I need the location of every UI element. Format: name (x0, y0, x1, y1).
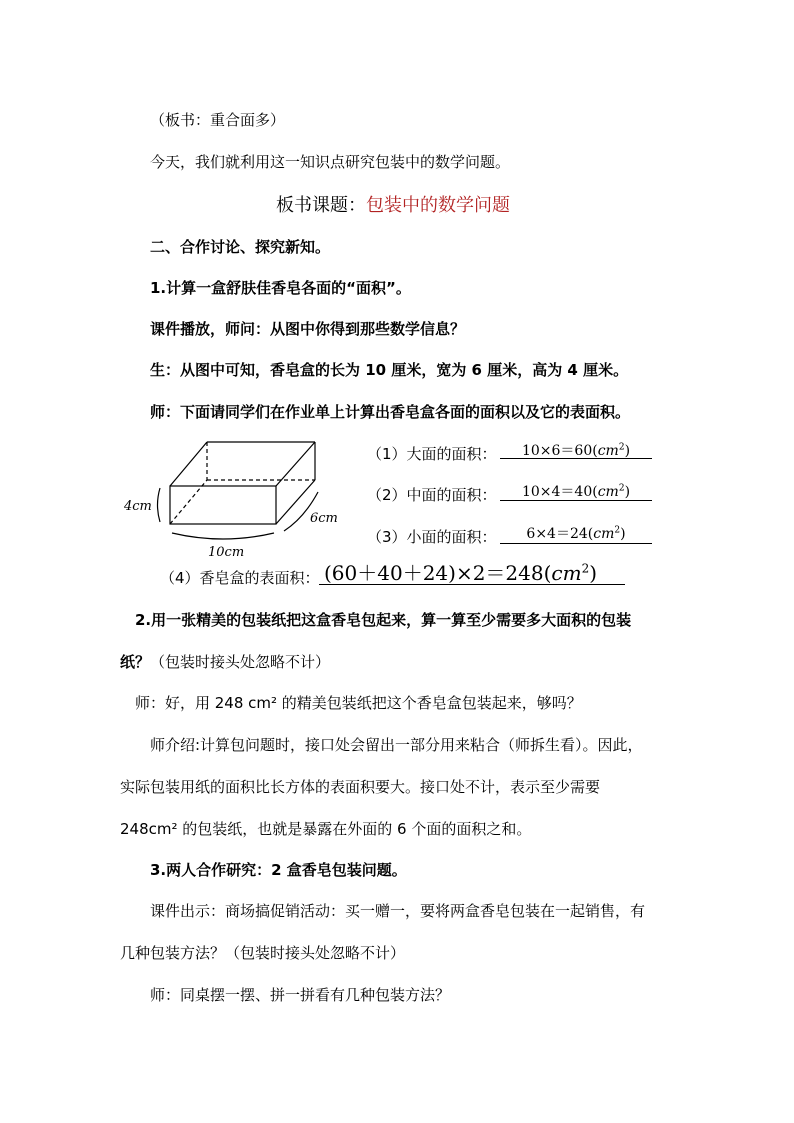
teacher-task: 师：同桌摆一摆、拼一拼看有几种包装方法？ (150, 986, 451, 1004)
lesson-title (276, 191, 510, 217)
courseware-line-1: 课件出示：商场搞促销活动：买一赠一，要将两盒香皂包装在一起销售，有 (150, 902, 646, 920)
section-heading: 二、合作讨论、探究新知。 (150, 238, 331, 256)
item-3-underline (500, 543, 652, 544)
item-2-answer: $10\times 4=40(cm^2)$ (521, 483, 631, 500)
item-1-underline (500, 458, 652, 459)
length-label: 10cm (208, 545, 245, 560)
item-1-answer: $10\times 6=60(cm^2)$ (521, 442, 631, 459)
item-3-answer: $6\times 4=24(cm^2)$ (526, 525, 626, 542)
question-1: 1.计算一盒舒肤佳香皂各面的“面积”。 (150, 279, 411, 297)
title-main: 包装中的数学问题 (366, 195, 510, 216)
student-answer: 生：从图中可知，香皂盒的长为 10 厘米，宽为 6 厘米，高为 4 厘米。 (150, 361, 629, 379)
question-2-line-2: 纸？（包装时接头处忽略不计） (120, 653, 331, 671)
courseware-line-2: 几种包装方法？（包装时接头处忽略不计） (120, 944, 406, 962)
intro-text: 今天，我们就利用这一知识点研究包装中的数学问题。 (150, 153, 511, 171)
item-2-underline (500, 500, 652, 501)
height-label: 4cm (124, 499, 152, 514)
explain-line-2: 实际包装用纸的面积比长方体的表面积要大。接口处不计，表示至少需要 (120, 778, 601, 796)
board-note: （板书：重合面多） (150, 111, 286, 129)
teacher-question: 课件播放，师问：从图中你得到那些数学信息？ (150, 320, 466, 338)
width-label: 6cm (310, 511, 338, 526)
item-4-answer: $(60+40+24)\times 2=248(cm^2)$ (324, 561, 598, 585)
item-4-underline (319, 584, 625, 585)
teacher-remark: 师：好，用 248 cm² 的精美包装纸把这个香皂盒包装起来，够吗？ (135, 694, 582, 712)
explain-line-1: 师介绍:计算包问题时，接口处会留出一部分用来粘合（师拆生看）。因此， (150, 736, 643, 754)
explain-line-3: 248cm² 的包装纸，也就是暴露在外面的 6 个面的面积之和。 (120, 820, 532, 838)
item-1-label: （1）大面的面积： (367, 445, 497, 463)
item-3-label: （3）小面的面积： (367, 528, 497, 546)
teacher-instruction: 师：下面请同学们在作业单上计算出香皂盒各面的面积以及它的表面积。 (150, 403, 631, 421)
item-4-label: （4）香皂盒的表面积： (160, 569, 320, 587)
question-3: 3.两人合作研究：2 盒香皂包装问题。 (150, 861, 407, 879)
title-prefix: 板书课题： (276, 195, 366, 216)
item-2-label: （2）中面的面积： (367, 486, 497, 504)
question-2-line-1: 2.用一张精美的包装纸把这盒香皂包起来，算一算至少需要多大面积的包装 (135, 611, 632, 629)
cuboid-figure (120, 430, 350, 565)
